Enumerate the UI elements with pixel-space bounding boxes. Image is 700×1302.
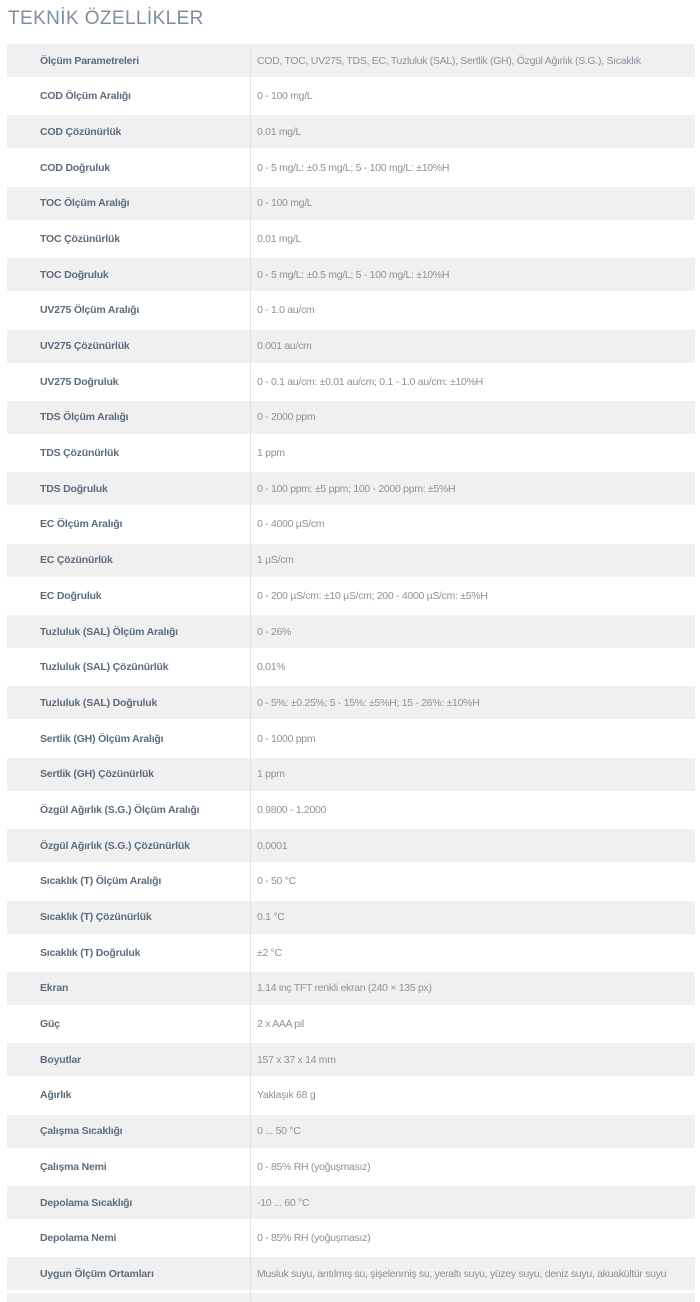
spec-label: Ağırlık: [40, 1089, 72, 1102]
spec-value: 0 - 85% RH (yoğuşmasız): [257, 1160, 371, 1173]
spec-label: Sıcaklık (T) Ölçüm Aralığı: [40, 875, 162, 888]
table-row: [7, 365, 695, 398]
spec-label: TOC Ölçüm Aralığı: [40, 197, 130, 210]
spec-value: 1.14 inç TFT renkli ekran (240 × 135 px): [257, 982, 432, 995]
spec-label: Uygun Ölçüm Ortamları: [40, 1267, 154, 1280]
table-row: [7, 472, 695, 505]
spec-label: Sıcaklık (T) Doğruluk: [40, 946, 141, 959]
spec-value: Musluk suyu, arıtılmış su, şişelenmiş su, yeraltı suyu, yüzey suyu, deniz suyu, akuakültür suyu: [257, 1267, 667, 1280]
table-row: [7, 829, 695, 862]
page-title: TEKNİK ÖZELLİKLER: [8, 8, 204, 29]
spec-label: Özgül Ağırlık (S.G.) Ölçüm Aralığı: [40, 803, 200, 816]
table-row: [7, 401, 695, 434]
spec-value: 0 - 200 µS/cm: ±10 µS/cm; 200 - 4000 µS/cm: ±5%H: [257, 589, 488, 602]
spec-value: 1 ppm: [257, 768, 285, 781]
spec-value: COD, TOC, UV275, TDS, EC, Tuzluluk (SAL), Sertlik (GH), Özgül Ağırlık (S.G.), Sıcaklık: [257, 54, 641, 67]
table-row: [7, 330, 695, 363]
spec-label: TDS Doğruluk: [40, 482, 108, 495]
table-row: [7, 258, 695, 291]
spec-value: 0 - 1000 ppm: [257, 732, 316, 745]
spec-value: 0.01%: [257, 661, 286, 674]
table-row: [7, 544, 695, 577]
table-row: [7, 1222, 695, 1255]
spec-value: 0.01 mg/L: [257, 232, 301, 245]
spec-value: 0 - 2000 ppm: [257, 411, 316, 424]
table-row: [7, 222, 695, 255]
table-row: [7, 793, 695, 826]
spec-label: Tuzluluk (SAL) Doğruluk: [40, 696, 158, 709]
table-row: [7, 865, 695, 898]
spec-value: 0 - 85% RH (yoğuşmasız): [257, 1232, 371, 1245]
spec-label: COD Ölçüm Aralığı: [40, 90, 131, 103]
spec-label: Ölçüm Parametreleri: [40, 54, 139, 67]
table-row: [7, 686, 695, 719]
table-row: [7, 1257, 695, 1290]
table-row: [7, 936, 695, 969]
spec-value: 0 - 0.1 au/cm: ±0.01 au/cm; 0.1 - 1.0 au/cm: ±10%H: [257, 375, 483, 388]
spec-value: 0 - 50 °C: [257, 875, 296, 888]
spec-value: 1 ppm: [257, 447, 285, 460]
table-row: [7, 901, 695, 934]
table-row: [7, 579, 695, 612]
table-row: [7, 80, 695, 113]
table-row: [7, 722, 695, 755]
spec-value: 0 - 100 mg/L: [257, 197, 313, 210]
table-row: [7, 972, 695, 1005]
table-row: [7, 758, 695, 791]
spec-label: EC Doğruluk: [40, 589, 102, 602]
spec-label: Depolama Sıcaklığı: [40, 1196, 133, 1209]
spec-value: 1 µS/cm: [257, 554, 294, 567]
spec-label: TDS Çözünürlük: [40, 447, 119, 460]
spec-label: Sertlik (GH) Ölçüm Aralığı: [40, 732, 164, 745]
spec-value: 0.1 °C: [257, 911, 285, 923]
spec-value: 0.0001: [257, 839, 288, 852]
clipped-row-edge: [7, 1293, 695, 1302]
spec-value: 0 - 1.0 au/cm: [257, 304, 315, 317]
spec-value: 0.01 mg/L: [257, 125, 301, 138]
table-row: [7, 1186, 695, 1219]
table-row: [7, 1115, 695, 1148]
spec-label: UV275 Ölçüm Aralığı: [40, 304, 140, 317]
table-row: [7, 1150, 695, 1183]
table-row: [7, 294, 695, 327]
spec-value: 157 x 37 x 14 mm: [257, 1053, 336, 1066]
spec-label: Özgül Ağırlık (S.G.) Çözünürlük: [40, 839, 190, 852]
spec-label: Tuzluluk (SAL) Çözünürlük: [40, 661, 169, 674]
spec-value: 0 - 100 mg/L: [257, 90, 313, 103]
spec-rows: [7, 44, 695, 1290]
spec-label: Tuzluluk (SAL) Ölçüm Aralığı: [40, 625, 178, 638]
spec-label: COD Çözünürlük: [40, 125, 122, 138]
spec-label: Çalışma Nemi: [40, 1160, 107, 1173]
spec-label: Çalışma Sıcaklığı: [40, 1125, 123, 1138]
spec-label: EC Ölçüm Aralığı: [40, 518, 123, 531]
spec-label: Boyutlar: [40, 1053, 81, 1066]
spec-label: Ekran: [40, 982, 69, 995]
table-row: [7, 651, 695, 684]
table-row: [7, 187, 695, 220]
spec-label: Güç: [40, 1018, 60, 1031]
spec-value: 0.001 au/cm: [257, 340, 312, 352]
spec-label: Sıcaklık (T) Çözünürlük: [40, 911, 152, 923]
table-row: [7, 508, 695, 541]
column-divider: [250, 44, 251, 1302]
spec-value: ±2 °C: [257, 946, 282, 959]
spec-label: Depolama Nemi: [40, 1232, 117, 1245]
spec-label: EC Çözünürlük: [40, 554, 113, 567]
table-row: [7, 437, 695, 470]
table-row: [7, 44, 695, 77]
table-row: [7, 151, 695, 184]
spec-label: COD Doğruluk: [40, 161, 110, 174]
spec-value: 0.9800 - 1.2000: [257, 803, 327, 816]
spec-label: UV275 Doğruluk: [40, 375, 119, 388]
spec-value: 0 ... 50 °C: [257, 1125, 301, 1138]
spec-value: 0 - 26%: [257, 625, 292, 638]
spec-value: 0 - 4000 µS/cm: [257, 518, 325, 531]
table-row: [7, 1043, 695, 1076]
table-row: [7, 115, 695, 148]
spec-label: TOC Çözünürlük: [40, 232, 120, 245]
spec-label: Sertlik (GH) Çözünürlük: [40, 768, 154, 781]
spec-value: 0 - 5 mg/L: ±0.5 mg/L; 5 - 100 mg/L: ±10%H: [257, 268, 450, 281]
spec-value: 0 - 5%: ±0.25%; 5 - 15%: ±5%H; 15 - 26%: ±10%H: [257, 696, 480, 709]
spec-table: [7, 44, 695, 1302]
spec-label: UV275 Çözünürlük: [40, 340, 130, 352]
spec-label: TDS Ölçüm Aralığı: [40, 411, 129, 424]
spec-value: 0 - 5 mg/L: ±0.5 mg/L; 5 - 100 mg/L: ±10%H: [257, 161, 450, 174]
spec-value: 2 x AAA pil: [257, 1018, 304, 1031]
spec-value: Yaklaşık 68 g: [257, 1089, 316, 1102]
table-row: [7, 1008, 695, 1041]
table-row: [7, 615, 695, 648]
spec-value: -10 ... 60 °C: [257, 1196, 310, 1209]
table-row: [7, 1079, 695, 1112]
spec-label: TOC Doğruluk: [40, 268, 109, 281]
spec-value: 0 - 100 ppm: ±5 ppm; 100 - 2000 ppm: ±5%H: [257, 482, 456, 495]
